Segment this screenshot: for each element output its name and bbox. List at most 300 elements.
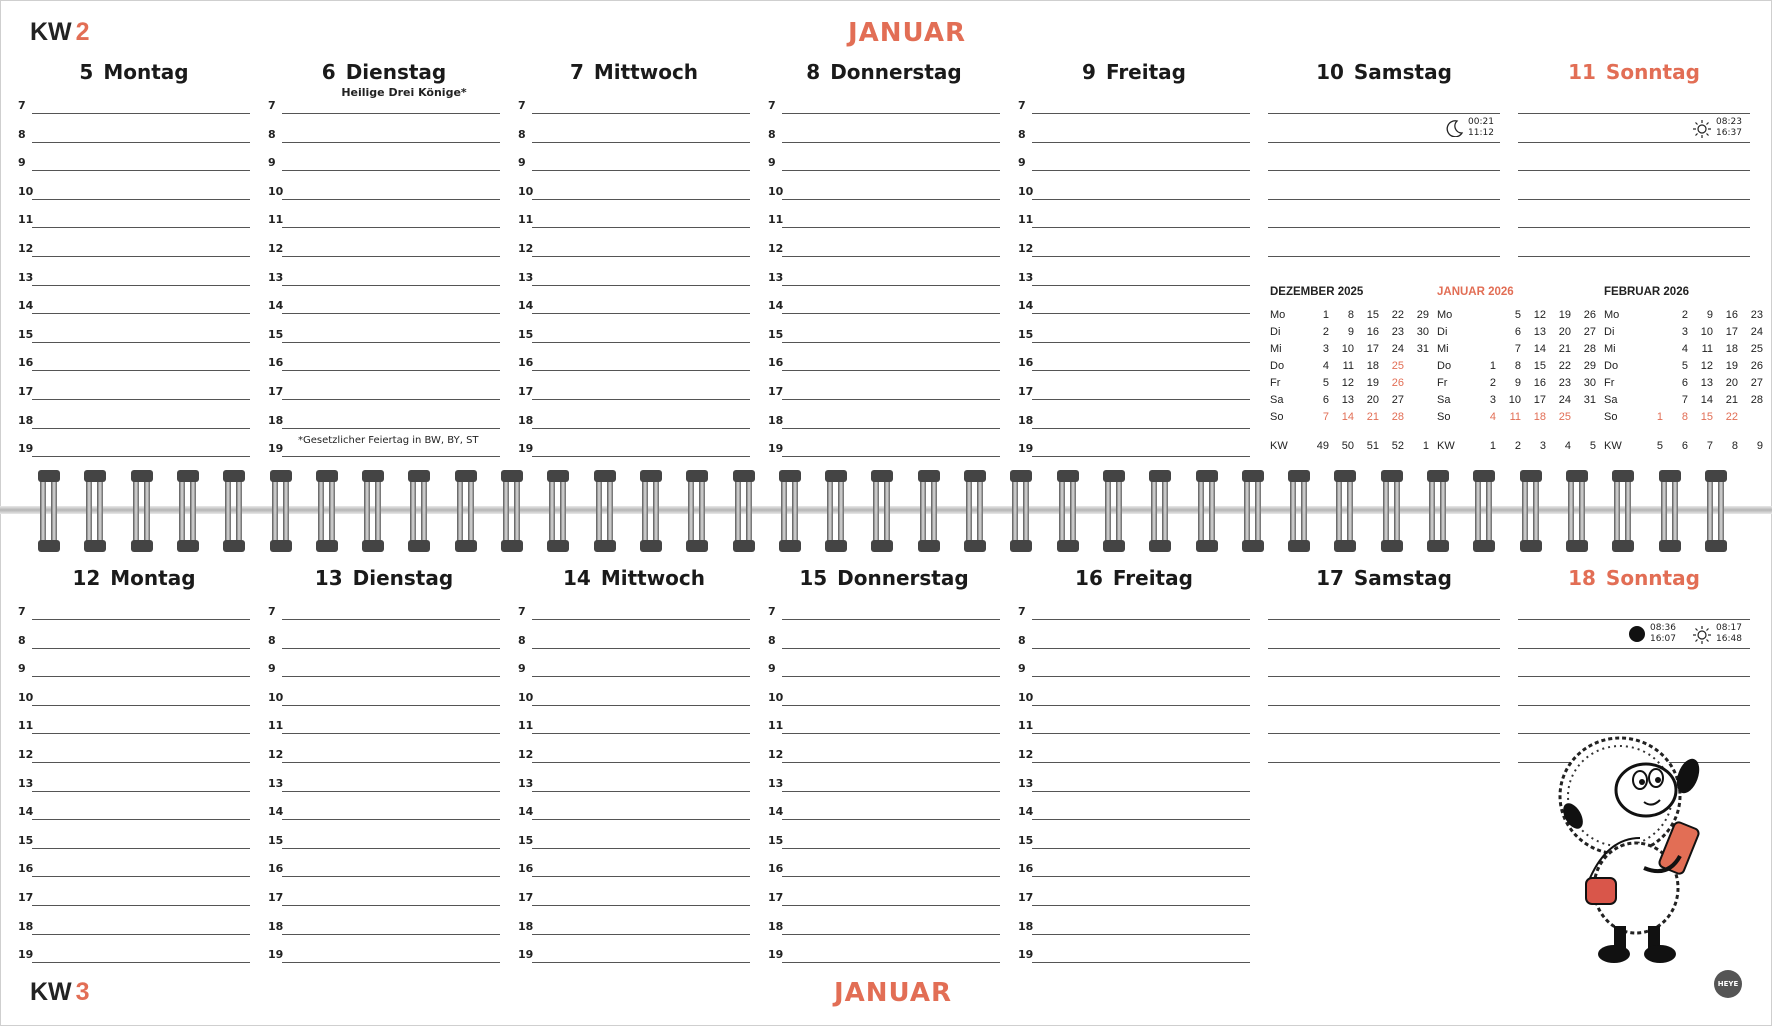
hour-row[interactable] bbox=[1018, 86, 1250, 114]
day-header bbox=[18, 60, 250, 84]
binding-ring bbox=[38, 470, 60, 552]
day-name: Dienstag bbox=[345, 60, 447, 84]
hour-row[interactable] bbox=[18, 143, 250, 171]
hour-row[interactable] bbox=[1268, 706, 1500, 734]
day-name: Montag bbox=[103, 60, 189, 84]
hour-label: 18 bbox=[1018, 413, 1034, 427]
hour-row[interactable] bbox=[768, 878, 1000, 906]
calendar-day bbox=[1738, 408, 1763, 425]
hour-row[interactable] bbox=[1268, 649, 1500, 677]
calendar-day: 15 bbox=[1366, 308, 1379, 321]
hour-label: 17 bbox=[518, 385, 534, 398]
hour-label: 17 bbox=[768, 891, 784, 904]
hour-row[interactable] bbox=[768, 935, 1000, 963]
binding-ring bbox=[408, 470, 430, 552]
day-header bbox=[1018, 60, 1250, 84]
calendar-day bbox=[1638, 340, 1663, 357]
weekday-label: Do bbox=[1604, 359, 1619, 372]
hour-row[interactable] bbox=[768, 821, 1000, 849]
week-number: 51 bbox=[1366, 439, 1379, 452]
hour-row[interactable] bbox=[1268, 86, 1500, 114]
month-title-bottom: JANUAR bbox=[834, 978, 953, 1008]
hour-row[interactable] bbox=[268, 115, 500, 143]
hour-row[interactable] bbox=[1018, 115, 1250, 143]
hour-row[interactable] bbox=[1018, 372, 1250, 400]
hour-label: 13 bbox=[18, 776, 34, 790]
hour-row[interactable] bbox=[1018, 735, 1250, 763]
calendar-day: 21 bbox=[1725, 393, 1738, 406]
binding-ring bbox=[270, 470, 292, 552]
hour-row[interactable] bbox=[768, 86, 1000, 114]
day-header bbox=[1518, 566, 1750, 590]
calendar-day: 1 bbox=[1489, 359, 1496, 372]
calendar-day: 23 bbox=[1558, 376, 1571, 389]
binding-ring bbox=[1010, 470, 1032, 552]
hour-row[interactable] bbox=[518, 621, 750, 649]
hour-row[interactable] bbox=[268, 621, 500, 649]
hour-row[interactable] bbox=[268, 143, 500, 171]
hour-label: 12 bbox=[18, 242, 34, 255]
crescent-moon-icon bbox=[1446, 119, 1464, 137]
hour-row[interactable] bbox=[18, 621, 250, 649]
hour-row[interactable] bbox=[518, 878, 750, 906]
hour-label: 9 bbox=[18, 156, 26, 170]
hour-row[interactable] bbox=[268, 315, 500, 343]
hour-row[interactable] bbox=[18, 821, 250, 849]
hour-row[interactable] bbox=[518, 286, 750, 314]
hour-row[interactable] bbox=[768, 706, 1000, 734]
hour-label: 9 bbox=[268, 662, 276, 676]
hour-label: 7 bbox=[268, 99, 276, 112]
new-moon-icon bbox=[1628, 625, 1646, 643]
hour-row[interactable] bbox=[518, 86, 750, 114]
hour-label: 18 bbox=[18, 919, 34, 933]
hour-label: 13 bbox=[1018, 776, 1034, 790]
hour-row[interactable] bbox=[1518, 678, 1750, 706]
day-name: Samstag bbox=[1353, 566, 1452, 590]
hour-row[interactable] bbox=[268, 372, 500, 400]
calendar-day: 22 bbox=[1558, 359, 1571, 372]
hour-row[interactable] bbox=[768, 764, 1000, 792]
day-name: Sonntag bbox=[1605, 60, 1700, 84]
calendar-day: 6 bbox=[1514, 325, 1521, 338]
hour-row[interactable] bbox=[268, 401, 500, 429]
hour-row[interactable] bbox=[18, 401, 250, 429]
hour-row[interactable] bbox=[18, 907, 250, 935]
hour-row[interactable] bbox=[268, 735, 500, 763]
hour-label: 17 bbox=[268, 385, 284, 398]
day-column bbox=[18, 566, 250, 976]
hour-label: 14 bbox=[1018, 805, 1034, 819]
hour-row[interactable] bbox=[18, 315, 250, 343]
calendar-day: 12 bbox=[1341, 376, 1354, 389]
hour-label: 7 bbox=[268, 605, 276, 618]
hour-row[interactable] bbox=[768, 678, 1000, 706]
hour-row[interactable] bbox=[1018, 258, 1250, 286]
binding-ring bbox=[501, 470, 523, 552]
calendar-day bbox=[1638, 323, 1663, 340]
week-number: 3 bbox=[1539, 439, 1546, 452]
sunset-time: 16:37 bbox=[1716, 127, 1742, 138]
hour-row[interactable] bbox=[1018, 907, 1250, 935]
hour-row[interactable] bbox=[768, 143, 1000, 171]
hour-row[interactable] bbox=[768, 429, 1000, 457]
hour-label: 18 bbox=[518, 919, 534, 933]
hour-label: 10 bbox=[768, 184, 784, 198]
hour-row[interactable] bbox=[518, 935, 750, 963]
calendar-day: 12 bbox=[1700, 359, 1713, 372]
hour-row[interactable] bbox=[768, 592, 1000, 620]
hour-row[interactable] bbox=[18, 792, 250, 820]
hour-row[interactable] bbox=[1018, 286, 1250, 314]
hour-label: 13 bbox=[268, 270, 284, 284]
hour-row[interactable] bbox=[18, 764, 250, 792]
calendar-day: 11 bbox=[1701, 342, 1713, 355]
hour-row[interactable] bbox=[268, 649, 500, 677]
hour-row[interactable] bbox=[18, 286, 250, 314]
hour-row[interactable] bbox=[268, 821, 500, 849]
hour-label: 8 bbox=[1018, 633, 1026, 647]
hour-row[interactable] bbox=[268, 678, 500, 706]
hour-label: 12 bbox=[768, 748, 784, 761]
hour-row[interactable] bbox=[768, 258, 1000, 286]
binding-ring bbox=[964, 470, 986, 552]
day-name: Mittwoch bbox=[593, 60, 699, 84]
hour-row[interactable] bbox=[18, 429, 250, 457]
hour-label: 8 bbox=[268, 127, 276, 141]
hour-row[interactable] bbox=[768, 172, 1000, 200]
hour-row[interactable] bbox=[268, 706, 500, 734]
hour-row[interactable] bbox=[518, 229, 750, 257]
hour-row[interactable] bbox=[1018, 200, 1250, 228]
day-header bbox=[768, 566, 1000, 590]
weekday-label: Mo bbox=[1270, 308, 1286, 321]
hour-row[interactable] bbox=[768, 286, 1000, 314]
day-column bbox=[768, 566, 1000, 976]
hour-label: 16 bbox=[518, 356, 534, 370]
calendar-day bbox=[1404, 391, 1429, 408]
calendar-day: 9 bbox=[1514, 376, 1521, 389]
hour-row[interactable] bbox=[518, 258, 750, 286]
hour-row[interactable] bbox=[1518, 200, 1750, 228]
hour-row[interactable] bbox=[268, 792, 500, 820]
hour-row[interactable] bbox=[18, 86, 250, 114]
calendar-day: 5 bbox=[1681, 359, 1688, 372]
calendar-day: 13 bbox=[1341, 393, 1354, 406]
day-number: 5 bbox=[79, 60, 94, 84]
hour-row[interactable] bbox=[18, 735, 250, 763]
day-number: 11 bbox=[1568, 60, 1596, 84]
calendar-day: 4 bbox=[1489, 410, 1496, 423]
hour-row[interactable] bbox=[518, 735, 750, 763]
hour-row[interactable] bbox=[1018, 649, 1250, 677]
hour-label: 11 bbox=[518, 719, 534, 733]
hour-row[interactable] bbox=[18, 592, 250, 620]
weekday-label: So bbox=[1604, 410, 1618, 423]
hour-label: 19 bbox=[1018, 442, 1034, 456]
hour-label: 9 bbox=[768, 662, 776, 676]
hour-label: 16 bbox=[18, 862, 34, 876]
weekday-label: Fr bbox=[1270, 376, 1281, 389]
hour-row[interactable] bbox=[18, 200, 250, 228]
hour-label: 11 bbox=[268, 719, 284, 733]
hour-row[interactable] bbox=[18, 649, 250, 677]
hour-row[interactable] bbox=[1018, 849, 1250, 877]
hour-row[interactable] bbox=[518, 706, 750, 734]
hour-row[interactable] bbox=[1018, 229, 1250, 257]
calendar-day: 26 bbox=[1391, 376, 1404, 389]
binding-ring bbox=[362, 470, 384, 552]
hour-row[interactable] bbox=[1018, 143, 1250, 171]
calendar-day: 6 bbox=[1681, 376, 1688, 389]
hour-label: 15 bbox=[268, 833, 284, 847]
hour-row[interactable] bbox=[18, 849, 250, 877]
hour-row[interactable] bbox=[768, 735, 1000, 763]
hour-row[interactable] bbox=[768, 372, 1000, 400]
hour-row[interactable] bbox=[18, 706, 250, 734]
month-title-top: JANUAR bbox=[848, 18, 967, 48]
hour-row[interactable] bbox=[518, 792, 750, 820]
calendar-day: 23 bbox=[1750, 308, 1763, 321]
calendar-day: 16 bbox=[1725, 308, 1738, 321]
calendar-day bbox=[1471, 306, 1496, 323]
day-column bbox=[768, 60, 1000, 470]
weekday-label: Do bbox=[1437, 359, 1452, 372]
writing-line bbox=[32, 456, 250, 457]
hour-label: 12 bbox=[1018, 242, 1034, 255]
hour-row[interactable] bbox=[518, 172, 750, 200]
hour-row[interactable] bbox=[1518, 86, 1750, 114]
hour-row[interactable] bbox=[518, 678, 750, 706]
calendar-day: 29 bbox=[1583, 359, 1596, 372]
hour-row[interactable] bbox=[1018, 792, 1250, 820]
hour-row[interactable] bbox=[268, 907, 500, 935]
hour-row[interactable] bbox=[518, 200, 750, 228]
hour-row[interactable] bbox=[1018, 678, 1250, 706]
hour-label: 8 bbox=[768, 633, 776, 647]
hour-label: 14 bbox=[768, 805, 784, 819]
hour-label: 17 bbox=[18, 891, 34, 904]
weekday-label: Mi bbox=[1270, 342, 1282, 355]
week-number: 8 bbox=[1731, 439, 1738, 452]
hour-row[interactable] bbox=[268, 86, 500, 114]
hour-label: 14 bbox=[268, 805, 284, 819]
hour-row[interactable] bbox=[1518, 649, 1750, 677]
hour-label: 14 bbox=[268, 299, 284, 313]
calendar-day: 8 bbox=[1681, 410, 1688, 423]
hour-row[interactable] bbox=[1268, 200, 1500, 228]
hour-row[interactable] bbox=[268, 258, 500, 286]
hour-row[interactable] bbox=[1018, 821, 1250, 849]
hour-row[interactable] bbox=[518, 821, 750, 849]
hour-row[interactable] bbox=[268, 229, 500, 257]
calendar-day: 19 bbox=[1366, 376, 1379, 389]
weekday-label: Fr bbox=[1437, 376, 1448, 389]
hour-row[interactable] bbox=[1018, 401, 1250, 429]
hour-row[interactable] bbox=[518, 343, 750, 371]
hour-label: 7 bbox=[18, 99, 26, 112]
day-column bbox=[268, 566, 500, 976]
hour-label: 13 bbox=[518, 270, 534, 284]
hour-row[interactable] bbox=[268, 286, 500, 314]
hour-label: 15 bbox=[518, 833, 534, 847]
day-name: Sonntag bbox=[1605, 566, 1700, 590]
day-header bbox=[1518, 60, 1750, 84]
hour-row[interactable] bbox=[268, 849, 500, 877]
hour-row[interactable] bbox=[18, 115, 250, 143]
sun-times bbox=[1692, 623, 1746, 645]
calendar-day: 16 bbox=[1533, 376, 1546, 389]
hour-row[interactable] bbox=[18, 258, 250, 286]
binding-ring bbox=[871, 470, 893, 552]
calendar-day: 25 bbox=[1391, 359, 1404, 372]
hour-row[interactable] bbox=[1268, 229, 1500, 257]
hour-row[interactable] bbox=[1268, 143, 1500, 171]
hour-row[interactable] bbox=[1268, 172, 1500, 200]
hour-label: 11 bbox=[768, 719, 784, 733]
hour-row[interactable] bbox=[18, 372, 250, 400]
hour-row[interactable] bbox=[518, 429, 750, 457]
day-name: Mittwoch bbox=[600, 566, 706, 590]
hour-row[interactable] bbox=[1018, 343, 1250, 371]
hour-label: 18 bbox=[518, 413, 534, 427]
hour-row[interactable] bbox=[1268, 678, 1500, 706]
hour-row[interactable] bbox=[268, 935, 500, 963]
hour-row[interactable] bbox=[518, 649, 750, 677]
calendar-day: 14 bbox=[1341, 410, 1354, 423]
hour-label: 8 bbox=[1018, 127, 1026, 141]
week-number: 50 bbox=[1341, 439, 1354, 452]
day-header bbox=[1268, 566, 1500, 590]
hour-row[interactable] bbox=[1518, 229, 1750, 257]
moonset-time: 11:12 bbox=[1468, 127, 1494, 138]
binding-ring bbox=[1473, 470, 1495, 552]
calendar-day: 20 bbox=[1725, 376, 1738, 389]
day-column bbox=[518, 60, 750, 470]
hour-label: 9 bbox=[518, 662, 526, 676]
mini-calendar bbox=[1270, 286, 1429, 454]
hour-label: 9 bbox=[768, 156, 776, 170]
hour-row[interactable] bbox=[768, 649, 1000, 677]
hour-label: 15 bbox=[18, 327, 34, 341]
calendar-day: 24 bbox=[1558, 393, 1571, 406]
hour-row[interactable] bbox=[768, 621, 1000, 649]
hour-label: 10 bbox=[518, 184, 534, 198]
hour-row[interactable] bbox=[268, 343, 500, 371]
week-number: 49 bbox=[1316, 439, 1329, 452]
hour-row[interactable] bbox=[18, 678, 250, 706]
hour-row[interactable] bbox=[1518, 143, 1750, 171]
hour-row[interactable] bbox=[268, 172, 500, 200]
hour-row[interactable] bbox=[1018, 429, 1250, 457]
hour-row[interactable] bbox=[518, 907, 750, 935]
hour-label: 11 bbox=[18, 719, 34, 733]
hour-row[interactable] bbox=[18, 935, 250, 963]
hour-row[interactable] bbox=[1018, 878, 1250, 906]
hour-row[interactable] bbox=[768, 229, 1000, 257]
binding-ring bbox=[1057, 470, 1079, 552]
hour-row[interactable] bbox=[1518, 172, 1750, 200]
hour-row[interactable] bbox=[1018, 706, 1250, 734]
calendar-day: 18 bbox=[1533, 410, 1546, 423]
hour-row[interactable] bbox=[1018, 315, 1250, 343]
calendar-day: 4 bbox=[1322, 359, 1329, 372]
hour-label: 15 bbox=[1018, 833, 1034, 847]
hour-label: 19 bbox=[768, 442, 784, 456]
kw-label: KW bbox=[1437, 439, 1455, 452]
hour-row[interactable] bbox=[518, 849, 750, 877]
hour-label: 10 bbox=[18, 690, 34, 704]
hour-row[interactable] bbox=[18, 343, 250, 371]
hour-row[interactable] bbox=[518, 315, 750, 343]
hour-row[interactable] bbox=[768, 115, 1000, 143]
hour-row[interactable] bbox=[518, 115, 750, 143]
hour-row[interactable] bbox=[768, 907, 1000, 935]
writing-line bbox=[532, 456, 750, 457]
calendar-day: 4 bbox=[1681, 342, 1688, 355]
hour-row[interactable] bbox=[268, 200, 500, 228]
mini-calendar-title: JANUAR 2026 bbox=[1437, 286, 1514, 298]
weekday-label: Mo bbox=[1437, 308, 1453, 321]
hour-row[interactable] bbox=[268, 592, 500, 620]
hour-row[interactable] bbox=[18, 229, 250, 257]
hour-row[interactable] bbox=[768, 849, 1000, 877]
hour-row[interactable] bbox=[768, 792, 1000, 820]
hour-label: 13 bbox=[518, 776, 534, 790]
binding-ring bbox=[455, 470, 477, 552]
hour-label: 18 bbox=[18, 413, 34, 427]
day-column bbox=[518, 566, 750, 976]
hour-row[interactable] bbox=[18, 878, 250, 906]
hour-row[interactable] bbox=[768, 343, 1000, 371]
day-number: 10 bbox=[1316, 60, 1344, 84]
hour-row[interactable] bbox=[518, 764, 750, 792]
binding-ring bbox=[733, 470, 755, 552]
hour-row[interactable] bbox=[1518, 592, 1750, 620]
weekday-label: Mo bbox=[1604, 308, 1620, 321]
binding-ring bbox=[1103, 470, 1125, 552]
hour-row[interactable] bbox=[518, 592, 750, 620]
hour-row[interactable] bbox=[1018, 764, 1250, 792]
calendar-day: 11 bbox=[1509, 410, 1521, 423]
binding-ring bbox=[640, 470, 662, 552]
hour-row[interactable] bbox=[1018, 621, 1250, 649]
hour-row[interactable] bbox=[768, 401, 1000, 429]
hour-row[interactable] bbox=[268, 764, 500, 792]
weekday-label: Di bbox=[1437, 325, 1448, 338]
hour-row[interactable] bbox=[518, 401, 750, 429]
calendar-day bbox=[1571, 408, 1596, 425]
binding-ring bbox=[84, 470, 106, 552]
hour-row[interactable] bbox=[518, 143, 750, 171]
hour-row[interactable] bbox=[18, 172, 250, 200]
mini-calendar bbox=[1437, 286, 1596, 454]
hour-row[interactable] bbox=[768, 200, 1000, 228]
hour-row[interactable] bbox=[1268, 621, 1500, 649]
hour-label: 19 bbox=[18, 442, 34, 456]
hour-row[interactable] bbox=[1018, 935, 1250, 963]
calendar-day: 3 bbox=[1322, 342, 1329, 355]
calendar-day bbox=[1638, 391, 1663, 408]
hour-row[interactable] bbox=[1268, 592, 1500, 620]
hour-row[interactable] bbox=[268, 878, 500, 906]
hour-label: 11 bbox=[268, 213, 284, 227]
hour-row[interactable] bbox=[518, 372, 750, 400]
hour-row[interactable] bbox=[1018, 592, 1250, 620]
hour-row[interactable] bbox=[1268, 735, 1500, 763]
hour-row[interactable] bbox=[1018, 172, 1250, 200]
hour-row[interactable] bbox=[768, 315, 1000, 343]
